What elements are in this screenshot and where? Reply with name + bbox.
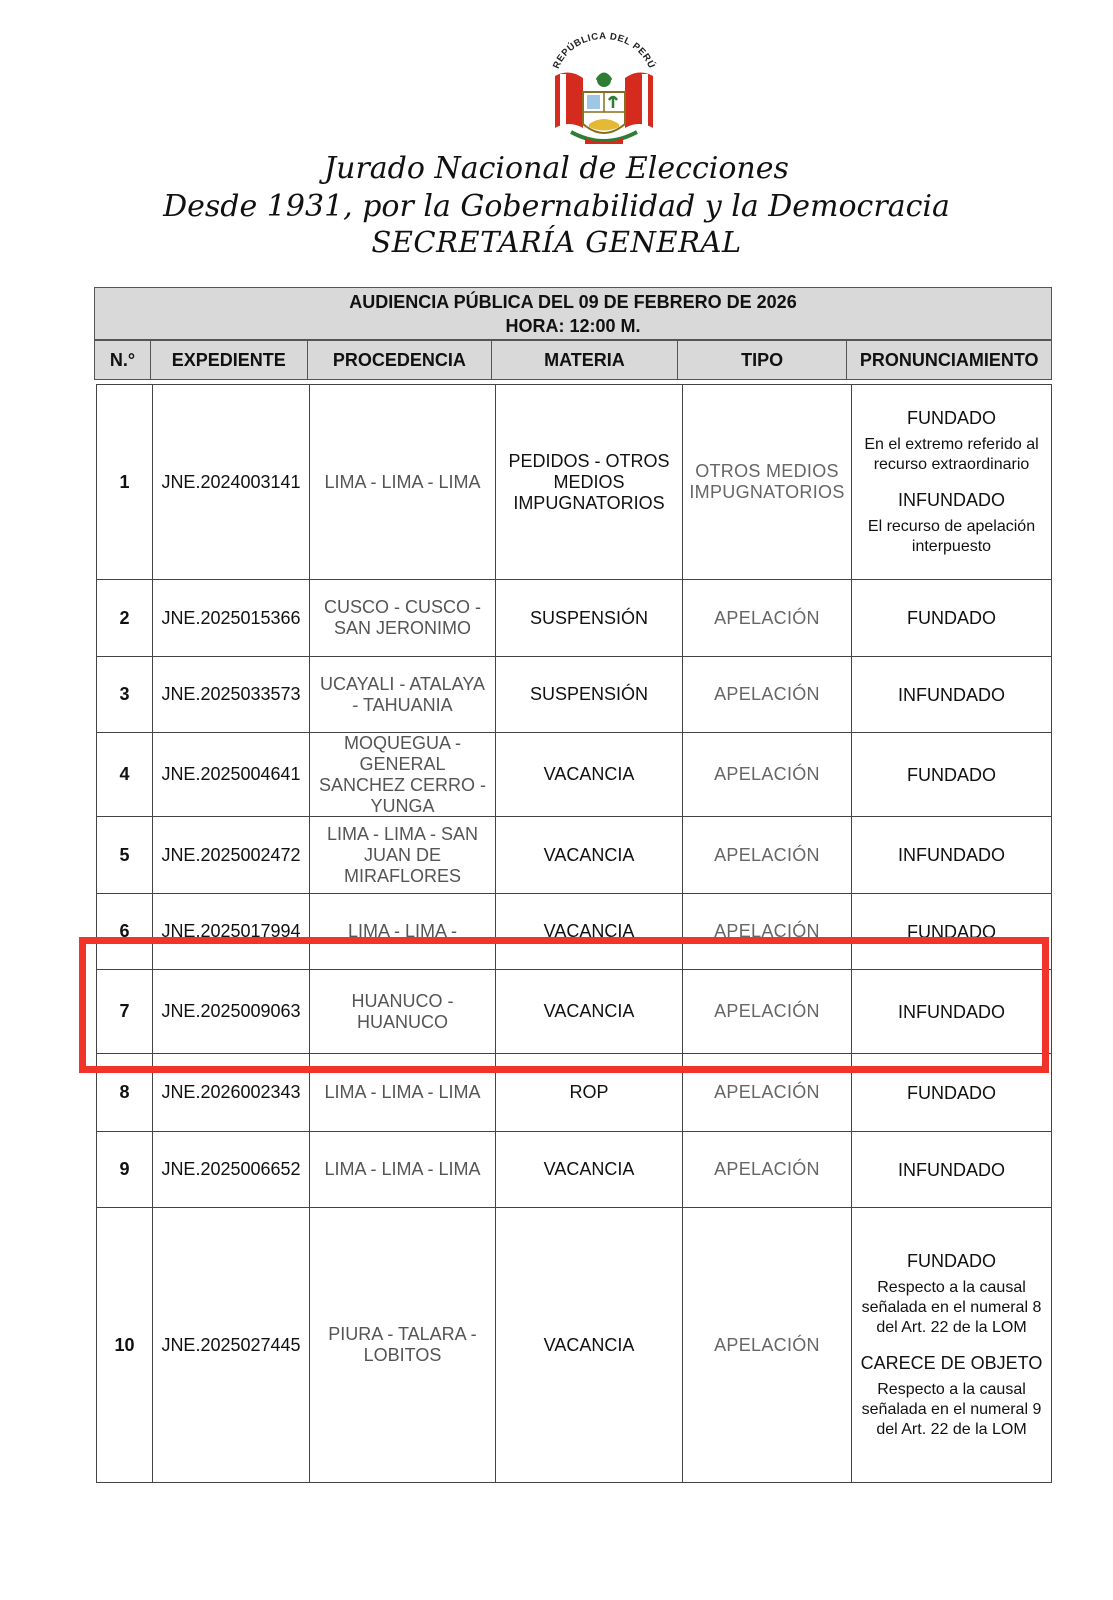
cell-expediente: JNE.2025004641 [153, 733, 310, 816]
cell-number: 5 [97, 817, 153, 893]
ruling-note: Respecto a la causal señalada en el numeral 8 del Art. 22 de la LOM [861, 1279, 1042, 1336]
ruling-note: En el extremo referido al recurso extraordinario [864, 436, 1039, 473]
cell-materia: VACANCIA [496, 733, 683, 816]
ruling-verdict: FUNDADO [907, 1251, 996, 1271]
cell-expediente: JNE.2025017994 [153, 894, 310, 969]
cell-tipo: APELACIÓN [683, 580, 852, 656]
cell-number: 9 [97, 1132, 153, 1207]
cell-pronunciamiento [852, 970, 1051, 1053]
cell-number: 10 [97, 1208, 153, 1482]
ruling-verdict: FUNDADO [907, 1082, 996, 1103]
cell-pronunciamiento [852, 657, 1051, 732]
ruling-verdict: INFUNDADO [898, 1001, 1005, 1022]
ruling-verdict: INFUNDADO [898, 1159, 1005, 1180]
cell-pronunciamiento [852, 1208, 1051, 1482]
cell-pronunciamiento [852, 817, 1051, 893]
table-row [97, 1208, 1051, 1482]
ruling-verdict: INFUNDADO [898, 684, 1005, 705]
cell-expediente: JNE.2025002472 [153, 817, 310, 893]
cell-number: 8 [97, 1054, 153, 1131]
cell-materia: VACANCIA [496, 970, 683, 1053]
cell-pronunciamiento [852, 580, 1051, 656]
table-header [94, 340, 1052, 380]
table-row [97, 580, 1051, 657]
cell-materia: PEDIDOS - OTROS MEDIOS IMPUGNATORIOS [496, 385, 683, 579]
ruling-verdict: CARECE DE OBJETO [860, 1353, 1043, 1373]
cell-pronunciamiento [852, 1054, 1051, 1131]
cell-materia: VACANCIA [496, 817, 683, 893]
cell-number: 3 [97, 657, 153, 732]
table-row [97, 1054, 1051, 1132]
table-row [97, 894, 1051, 970]
cell-expediente: JNE.2025006652 [153, 1132, 310, 1207]
table-row [97, 970, 1051, 1054]
cell-tipo: APELACIÓN [683, 817, 852, 893]
cell-number: 4 [97, 733, 153, 816]
cell-materia: VACANCIA [496, 1132, 683, 1207]
cell-pronunciamiento [852, 385, 1051, 579]
cell-procedencia: LIMA - LIMA - LIMA [310, 385, 496, 579]
cell-materia: VACANCIA [496, 1208, 683, 1482]
col-header-materia: MATERIA [492, 341, 678, 379]
hearing-date-title: AUDIENCIA PÚBLICA DEL 09 DE FEBRERO DE 2026 [349, 292, 797, 312]
cell-tipo: APELACIÓN [683, 894, 852, 969]
ruling-verdict: FUNDADO [907, 921, 996, 942]
ruling-verdict: FUNDADO [907, 608, 996, 628]
col-header-expediente: EXPEDIENTE [151, 341, 308, 379]
hearing-time: HORA: 12:00 M. [505, 316, 641, 336]
col-header-procedencia: PROCEDENCIA [308, 341, 493, 379]
cell-number: 7 [97, 970, 153, 1053]
peru-coat-of-arms-icon [545, 28, 663, 148]
cell-expediente: JNE.2026002343 [153, 1054, 310, 1131]
cell-tipo: APELACIÓN [683, 1208, 852, 1482]
col-header-number: N.° [95, 341, 151, 379]
ruling-note: El recurso de apelación interpuesto [867, 518, 1036, 555]
cell-procedencia: MOQUEGUA - GENERAL SANCHEZ CERRO - YUNGA [310, 733, 496, 816]
cell-procedencia: CUSCO - CUSCO - SAN JERONIMO [310, 580, 496, 656]
institution-motto: Desde 1931, por la Gobernabilidad y la Democracia [163, 189, 950, 224]
ruling-note: Respecto a la causal señalada en el numeral 9 del Art. 22 de la LOM [861, 1381, 1042, 1438]
hearing-banner [94, 287, 1052, 340]
cell-pronunciamiento [852, 1132, 1051, 1207]
department-title: SECRETARÍA GENERAL [371, 225, 742, 259]
cell-materia: SUSPENSIÓN [496, 580, 683, 656]
table-row [97, 385, 1051, 580]
cell-expediente: JNE.2025033573 [153, 657, 310, 732]
cell-procedencia: LIMA - LIMA - LIMA [310, 1132, 496, 1207]
ruling-verdict: INFUNDADO [898, 845, 1005, 865]
ruling-verdict: FUNDADO [907, 408, 996, 428]
cell-expediente: JNE.2025027445 [153, 1208, 310, 1482]
emblem-arc-text: REPÚBLICA DEL PERÚ [550, 30, 658, 71]
cell-procedencia: UCAYALI - ATALAYA - TAHUANIA [310, 657, 496, 732]
cell-expediente: JNE.2024003141 [153, 385, 310, 579]
table-row [97, 1132, 1051, 1208]
cell-number: 1 [97, 385, 153, 579]
cell-tipo: APELACIÓN [683, 1054, 852, 1131]
cell-number: 6 [97, 894, 153, 969]
cell-materia: SUSPENSIÓN [496, 657, 683, 732]
svg-text:REPÚBLICA DEL PERÚ [551, 31, 658, 71]
cell-materia: VACANCIA [496, 894, 683, 969]
cell-pronunciamiento [852, 894, 1051, 969]
cell-tipo: APELACIÓN [683, 733, 852, 816]
institution-name: Jurado Nacional de Elecciones [324, 151, 789, 186]
table-row [97, 817, 1051, 894]
cell-tipo: OTROS MEDIOS IMPUGNATORIOS [683, 385, 852, 579]
cell-expediente: JNE.2025015366 [153, 580, 310, 656]
cell-procedencia: HUANUCO - HUANUCO [310, 970, 496, 1053]
col-header-pronunciamiento: PRONUNCIAMIENTO [859, 349, 1039, 370]
cell-number: 2 [97, 580, 153, 656]
cell-procedencia: PIURA - TALARA - LOBITOS [310, 1208, 496, 1482]
cell-tipo: APELACIÓN [683, 970, 852, 1053]
table-row [97, 733, 1051, 817]
cell-tipo: APELACIÓN [683, 657, 852, 732]
ruling-verdict: FUNDADO [907, 764, 996, 785]
cell-tipo: APELACIÓN [683, 1132, 852, 1207]
ruling-verdict: INFUNDADO [898, 490, 1005, 510]
cell-procedencia: LIMA - LIMA - LIMA [310, 1054, 496, 1131]
cell-procedencia: LIMA - LIMA - [310, 894, 496, 969]
hearing-table [96, 384, 1052, 1483]
cell-pronunciamiento [852, 733, 1051, 816]
cell-expediente: JNE.2025009063 [153, 970, 310, 1053]
cell-materia: ROP [496, 1054, 683, 1131]
table-row [97, 657, 1051, 733]
col-header-tipo: TIPO [678, 341, 848, 379]
cell-procedencia: LIMA - LIMA - SAN JUAN DE MIRAFLORES [310, 817, 496, 893]
